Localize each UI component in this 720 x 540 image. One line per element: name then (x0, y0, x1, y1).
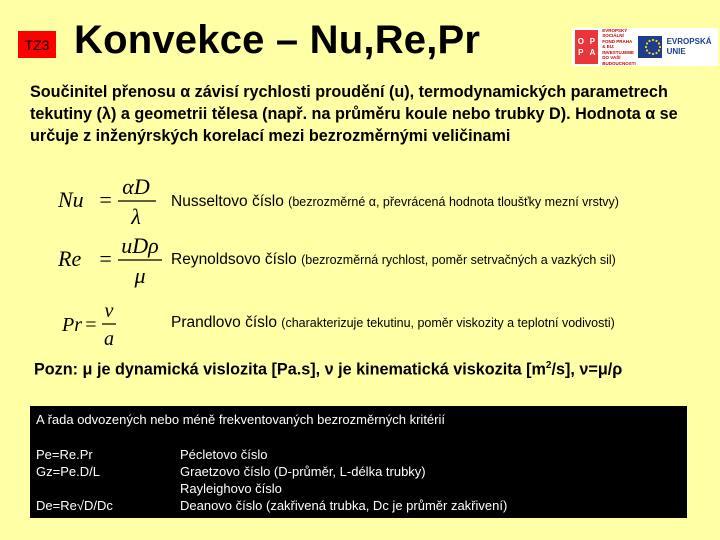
criterion-explanation: (charakterizuje tekutinu, poměr viskozity a teplotní vodivosti) (281, 316, 615, 330)
criterion-name: Nusseltovo číslo (171, 193, 284, 210)
slide-title: Konvekce – Nu,Re,Pr (74, 18, 481, 62)
prandtl-description (171, 314, 615, 332)
formula-denominator: a (104, 328, 114, 350)
formula-numerator: uDρ (121, 233, 159, 258)
criterion-name: Prandlovo číslo (171, 314, 277, 331)
opp-logo-icon (575, 30, 598, 64)
note-text: Pozn: μ je dynamická vislozita [Pa.s], ν je kinematická viskozita [m (34, 360, 546, 379)
criterion-explanation: (bezrozměrná rychlost, poměr setrvačných a vazkých sil) (301, 253, 616, 267)
nusselt-formula (56, 172, 166, 230)
criterion-formula: Pe=Re.Pr (36, 447, 93, 462)
eu-label: EVROPSKÁ UNIE (666, 37, 712, 56)
criterion-formula: Gz=Pe.D/L (36, 464, 100, 479)
formula-denominator: μ (134, 263, 146, 288)
criterion-description: Deanovo číslo (zakřivená trubka, Dc je průměr zakřivení) (180, 498, 508, 513)
formula-denominator: λ (131, 204, 141, 229)
slide-badge: TZ3 (18, 31, 56, 58)
nusselt-description (171, 193, 619, 211)
eu-flag-icon (638, 36, 661, 58)
viscosity-note (34, 360, 622, 379)
opp-letter: A (589, 48, 596, 57)
formula-equals: = (98, 246, 113, 271)
opp-letter: P (578, 48, 584, 57)
reynolds-description (171, 251, 616, 269)
criterion-name: Reynoldsovo číslo (171, 251, 297, 268)
note-text-end: /s], ν=μ/ρ (551, 360, 623, 379)
formula-lhs: Pr (62, 314, 82, 336)
opp-letter: P (589, 37, 596, 46)
formula-numerator: ν (104, 300, 114, 322)
derived-criteria-box (30, 406, 687, 518)
reynolds-formula (56, 231, 166, 289)
formula-numerator: αD (122, 174, 150, 199)
logo-tiny-text: EVROPSKÝ SOCIÁLNÍ FOND PRAHA & EU: INVESTUJEME DO VAŠÍ BUDOUCNOSTI (602, 27, 636, 66)
box-header: A řada odvozených nebo méně frekventovaných bezrozměrných kritérií (36, 412, 445, 427)
criterion-formula: De=Re√D/Dc (36, 498, 113, 513)
criterion-description: Rayleighovo číslo (180, 481, 282, 496)
criterion-description: Pécletovo číslo (180, 447, 268, 462)
criterion-description: Graetzovo číslo (D-průměr, L-délka trubky) (180, 464, 426, 479)
note-superscript: 2 (545, 360, 552, 371)
formula-lhs: Nu (58, 187, 84, 212)
criterion-explanation: (bezrozměrné α, převrácená hodnota tloušťky mezní vrstvy) (288, 195, 619, 209)
prandtl-formula (60, 298, 170, 356)
opp-letter: O (577, 37, 584, 46)
formula-equals: = (84, 314, 98, 336)
formula-lhs: Re (58, 246, 82, 271)
intro-paragraph: Součinitel přenosu α závisí rychlosti proudění (u), termodynamických parametrech tekutiny (λ) a geometrii tělesa (např. na průměru koule nebo trubky D). Hodnota α se určuje z inženýrských korelací mezi bezrozměrnými veličinami (30, 83, 678, 145)
formula-equals: = (98, 187, 113, 212)
eu-logo (572, 28, 718, 66)
